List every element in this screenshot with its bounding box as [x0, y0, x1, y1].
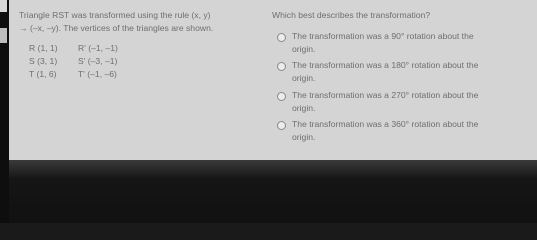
- option-line: origin.: [292, 103, 316, 113]
- answer-option-270[interactable]: [277, 89, 497, 115]
- answer-option-label: [292, 59, 492, 85]
- answer-option-label: [292, 118, 492, 144]
- option-line: The transformation was a 180° rotation about the: [292, 60, 479, 70]
- option-line: origin.: [292, 132, 316, 142]
- answer-option-label: [292, 30, 492, 56]
- answer-option-label: [292, 89, 492, 115]
- edge-marker: [0, 28, 7, 43]
- vertex-image: S' (–3, –1): [78, 56, 118, 66]
- vertex-row: [29, 55, 118, 68]
- radio-button-icon[interactable]: [277, 92, 286, 101]
- vertex-row: [29, 42, 118, 55]
- option-line: The transformation was a 270° rotation about the: [292, 90, 479, 100]
- radio-button-icon[interactable]: [277, 121, 286, 130]
- answer-prompt: Which best describes the transformation?: [272, 10, 431, 20]
- vertex-original: T (1, 6): [29, 69, 57, 79]
- radio-button-icon[interactable]: [277, 33, 286, 42]
- option-line: The transformation was a 90° rotation about the: [292, 31, 474, 41]
- question-line: Triangle RST was transformed using the rule (x, y): [19, 10, 211, 20]
- option-line: origin.: [292, 73, 316, 83]
- question-line: → (–x, –y). The vertices of the triangles are shown.: [19, 23, 214, 33]
- background-area: [9, 160, 537, 223]
- vertex-image: T' (–1, –6): [78, 69, 117, 79]
- edge-marker: [0, 0, 7, 12]
- vertex-row: [29, 68, 118, 81]
- answer-option-360[interactable]: [277, 118, 497, 144]
- option-line: The transformation was a 360° rotation about the: [292, 119, 479, 129]
- vertex-image: R' (–1, –1): [78, 43, 118, 53]
- vertex-original: R (1, 1): [29, 43, 58, 53]
- left-edge-strip: [0, 0, 9, 223]
- vertices-table: [29, 42, 118, 81]
- question-text: [19, 9, 251, 35]
- answer-option-180[interactable]: [277, 59, 497, 85]
- vertex-original: S (3, 1): [29, 56, 58, 66]
- answer-option-90[interactable]: [277, 30, 497, 56]
- radio-button-icon[interactable]: [277, 62, 286, 71]
- option-line: origin.: [292, 44, 316, 54]
